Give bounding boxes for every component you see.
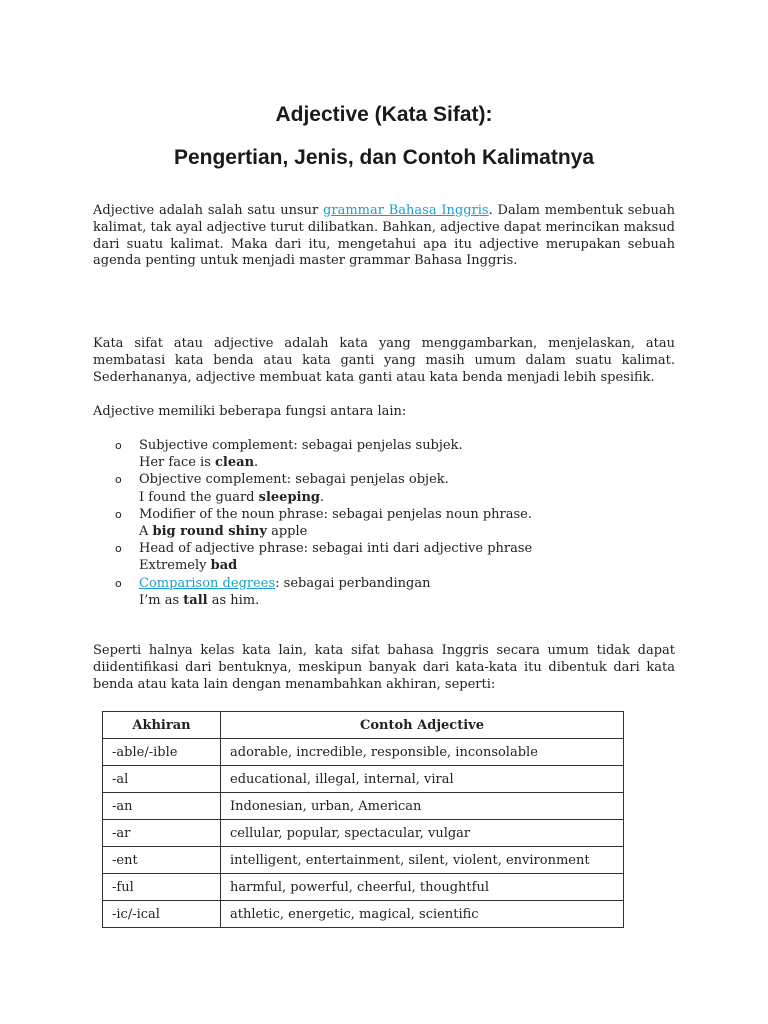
table-row (103, 766, 624, 793)
header-examples: Contoh Adjective (221, 712, 624, 739)
bullet-icon: o (115, 473, 122, 487)
function-example (139, 592, 675, 609)
function-example (139, 454, 675, 471)
suffix-cell: -ent (103, 847, 221, 874)
list-item (93, 540, 675, 574)
table-header-row (103, 712, 624, 739)
intro-paragraph (93, 203, 675, 270)
suffix-cell: -ic/-ical (103, 901, 221, 928)
title-line-1: Adjective (Kata Sifat): (275, 103, 493, 126)
bullet-icon: o (115, 439, 122, 452)
table-row (103, 739, 624, 766)
example-adjective: sleeping (258, 489, 321, 505)
function-example (139, 489, 675, 506)
functions-list (93, 437, 675, 609)
list-item (93, 575, 675, 609)
example-text: I’m as (139, 592, 184, 608)
function-example (139, 523, 675, 540)
list-item (93, 437, 675, 471)
list-item (93, 506, 675, 540)
examples-cell: adorable, incredible, responsible, inconsolable (221, 739, 624, 766)
definition-paragraph: Kata sifat atau adjective adalah kata yang menggambarkan, menjelaskan, atau membatasi kata benda atau kata ganti yang masih umum dalam suatu kalimat. Sederhananya, adjective membuat kata ganti atau kata benda menjadi lebih spesifik. (93, 336, 675, 385)
examples-cell: athletic, energetic, magical, scientific (221, 901, 624, 928)
bullet-icon: o (115, 507, 122, 521)
table-row (103, 793, 624, 820)
example-text: I found the guard (139, 489, 259, 505)
table-row (103, 901, 624, 928)
intro-text-end: . Dalam membentuk sebuah kalimat, tak ayal adjective turut dilibatkan. Bahkan, adjective dapat merincikan maksud dari suatu kalimat. Maka dari itu, mengetahui apa itu adjective merupakan sebuah agenda penting untuk menjadi master grammar Bahasa Inggris. (93, 203, 675, 269)
function-desc: Modifier of the noun phrase: sebagai penjelas noun phrase. (139, 506, 532, 522)
example-text: A (139, 524, 153, 540)
example-text: as him. (207, 592, 260, 608)
example-text: Her face is (139, 455, 216, 471)
function-desc: Subjective complement: sebagai penjelas subjek. (139, 438, 463, 453)
example-text: . (320, 489, 325, 505)
examples-cell: educational, illegal, internal, viral (221, 766, 624, 793)
table-row (103, 820, 624, 847)
grammar-link[interactable]: grammar Bahasa Inggris (323, 203, 489, 218)
suffix-cell: -ar (103, 820, 221, 847)
example-adjective: big round shiny (152, 524, 267, 540)
examples-cell: Indonesian, urban, American (221, 793, 624, 820)
functions-intro: Adjective memiliki beberapa fungsi antara lain: (93, 404, 407, 419)
example-text: Extremely (139, 558, 211, 574)
suffix-table (102, 711, 624, 928)
comparison-degrees-link[interactable]: Comparison degrees (139, 575, 276, 591)
table-row (103, 874, 624, 901)
list-item (93, 471, 675, 505)
suffix-cell: -ful (103, 874, 221, 901)
function-desc: Head of adjective phrase: sebagai inti dari adjective phrase (139, 541, 533, 557)
function-example (139, 557, 675, 574)
function-desc-text: : sebagai perbandingan (275, 575, 431, 591)
function-desc (139, 575, 675, 592)
title-line-2: Pengertian, Jenis, dan Contoh Kalimatnya (173, 146, 595, 169)
bullet-icon: o (115, 542, 122, 556)
intro-text-start: Adjective adalah salah satu unsur (93, 203, 324, 218)
examples-cell: cellular, popular, spectacular, vulgar (221, 820, 624, 847)
example-text: . (254, 455, 259, 471)
example-adjective: clean (215, 455, 255, 471)
suffix-cell: -an (103, 793, 221, 820)
table-row (103, 847, 624, 874)
suffix-cell: -able/-ible (103, 739, 221, 766)
example-adjective: tall (183, 592, 208, 608)
example-adjective: bad (210, 558, 238, 574)
example-text: apple (266, 524, 308, 540)
suffix-cell: -al (103, 766, 221, 793)
examples-cell: harmful, powerful, cheerful, thoughtful (221, 874, 624, 901)
bullet-icon: o (115, 576, 122, 590)
examples-cell: intelligent, entertainment, silent, violent, environment (221, 847, 624, 874)
function-desc: Objective complement: sebagai penjelas objek. (139, 472, 449, 488)
header-suffix: Akhiran (103, 712, 221, 739)
suffix-intro-paragraph: Seperti halnya kelas kata lain, kata sifat bahasa Inggris secara umum tidak dapat diidentifikasi dari bentuknya, meskipun banyak dari kata-kata itu dibentuk dari kata benda atau kata lain dengan menambahkan akhiran, seperti: (93, 643, 675, 692)
